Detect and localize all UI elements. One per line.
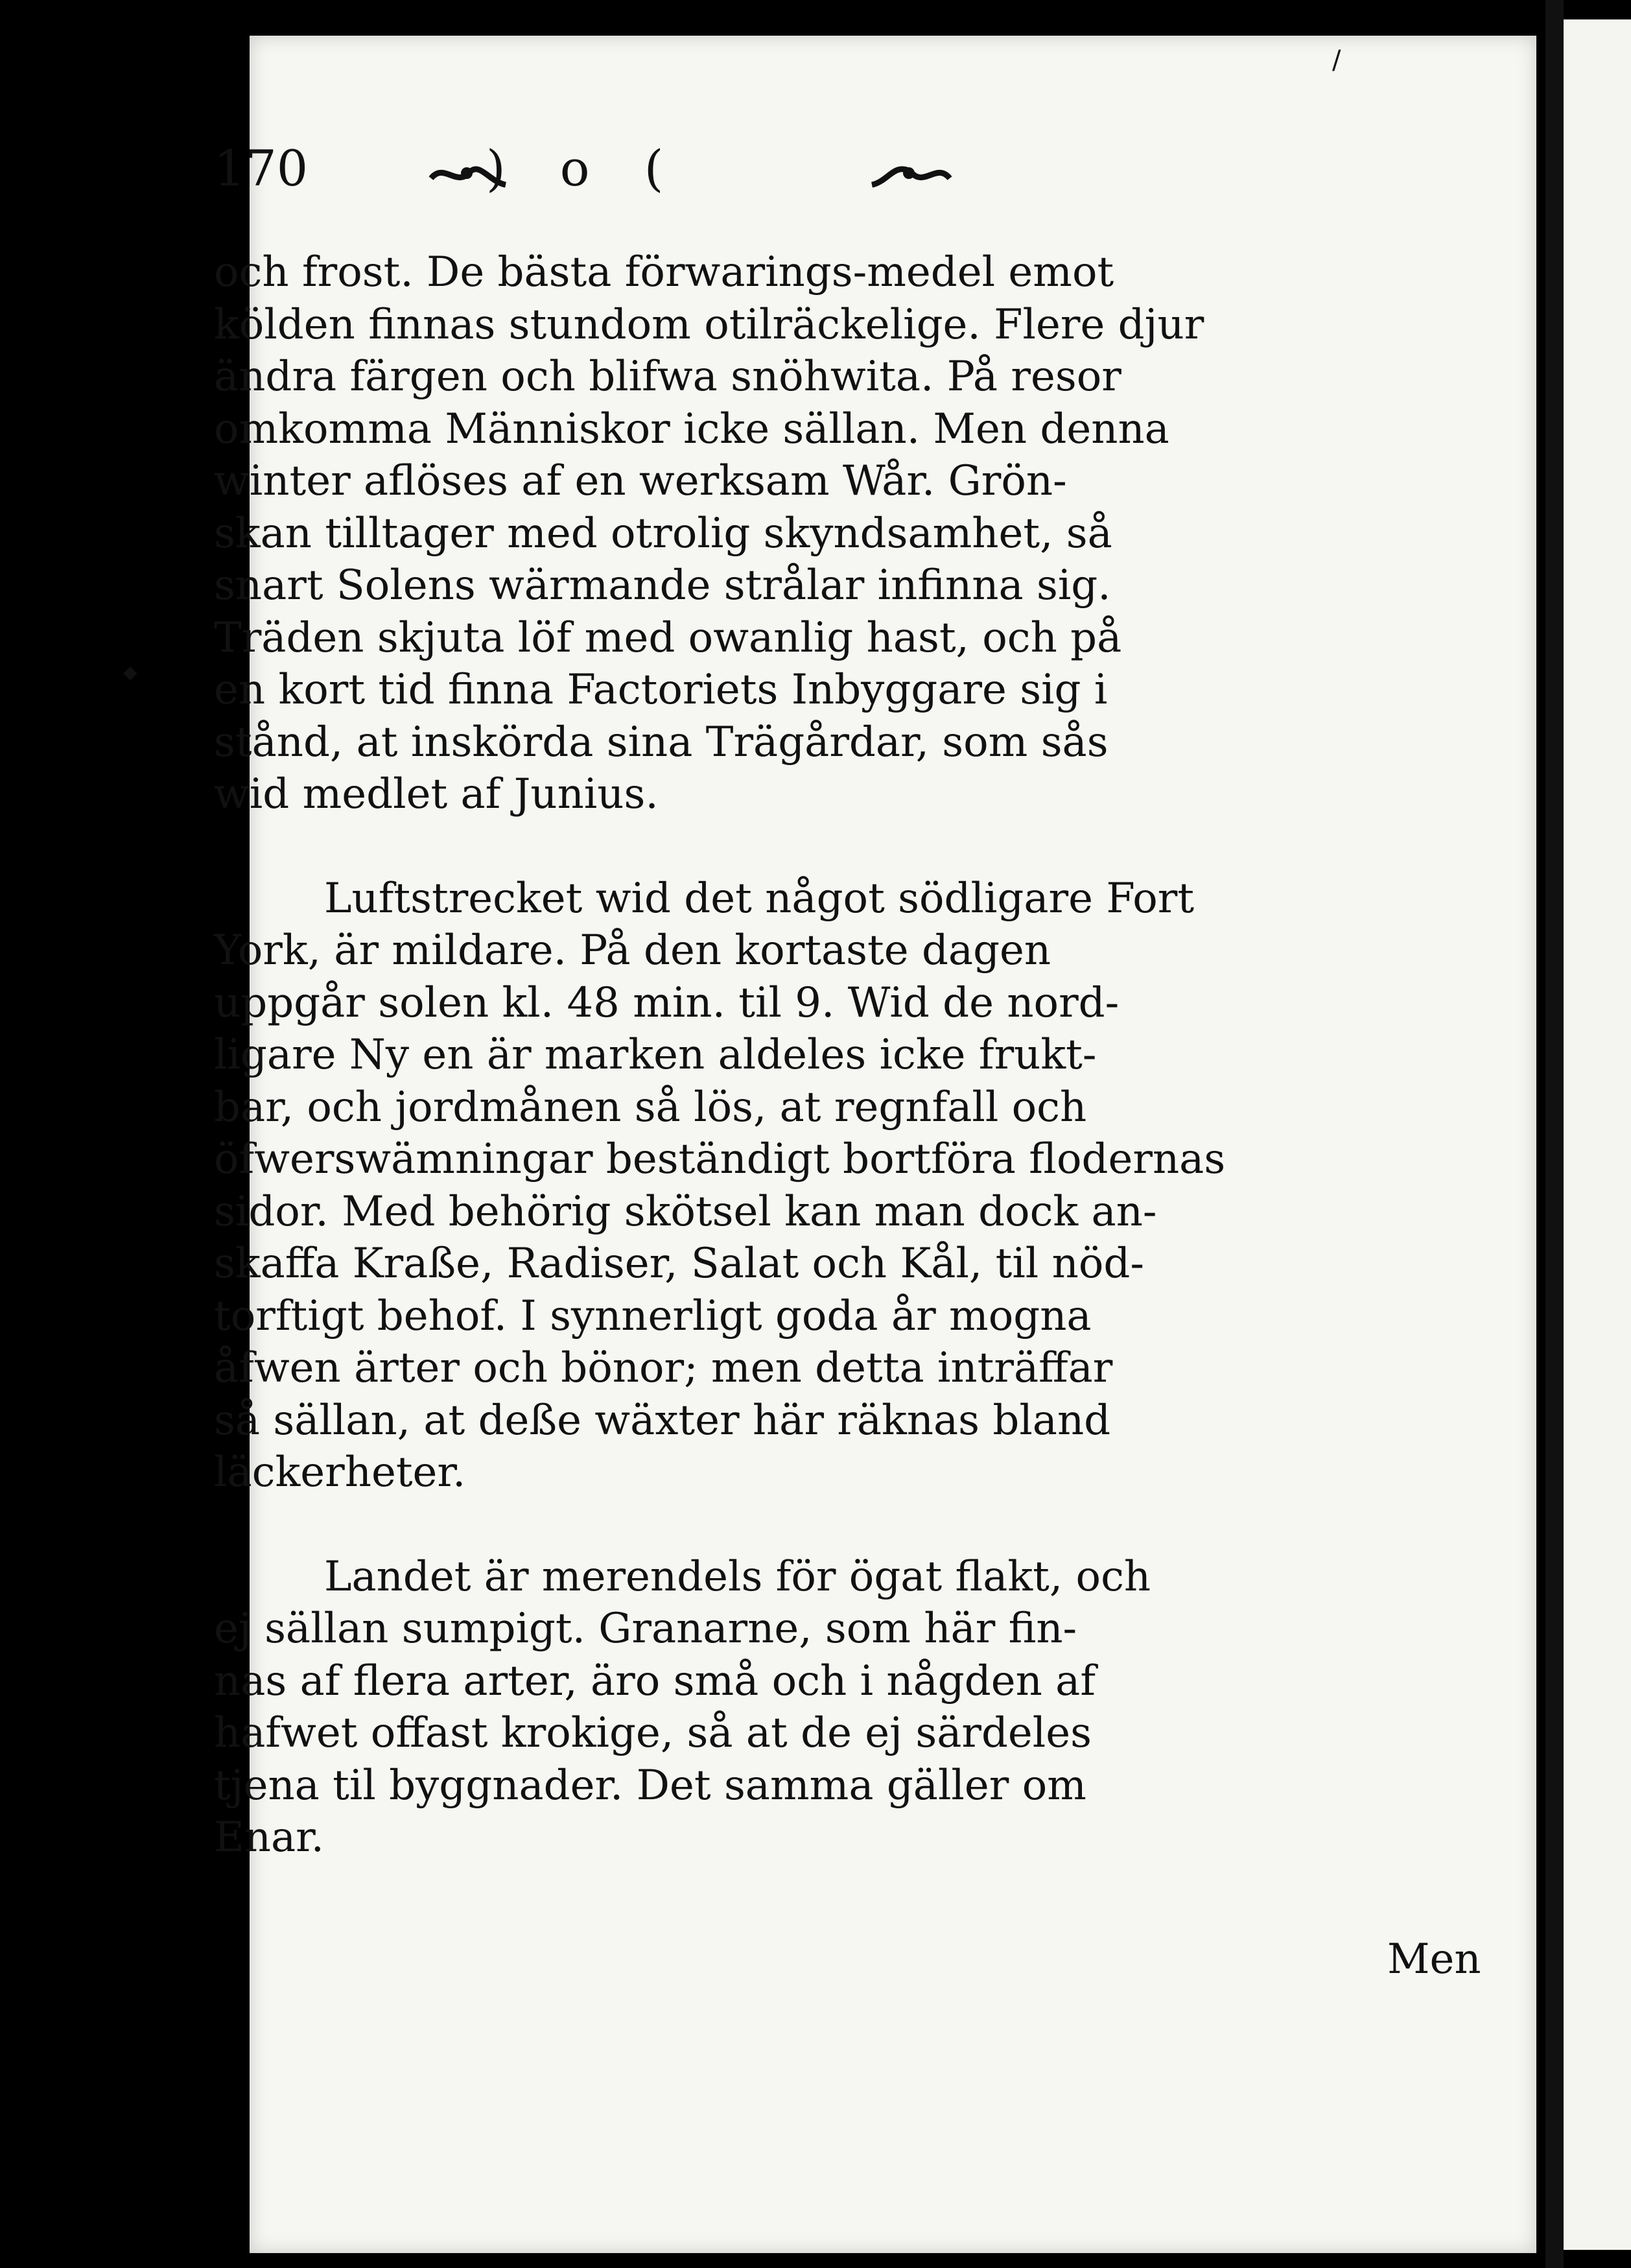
text-line: uppgår solen kl. 48 min. til 9. Wid de nord- [214, 978, 1120, 1027]
text-line: så sällan, at deße wäxter här räknas bland [214, 1396, 1111, 1445]
text-line: wid medlet af Junius. [214, 770, 659, 818]
paragraph-gap [214, 821, 1316, 873]
body-text [214, 246, 1316, 1864]
text-line: öfwerswämningar beständigt bortföra flodernas [214, 1135, 1226, 1183]
text-line: åfwen ärter och bönor; men detta inträffar [214, 1344, 1113, 1392]
page-header [214, 139, 1186, 211]
page-number: 170 [214, 139, 309, 197]
paragraph [214, 873, 1316, 1499]
text-line: omkomma Människor icke sällan. Men denna [214, 405, 1169, 453]
text-line: skan tilltager med otrolig skyndsamhet, så [214, 509, 1112, 558]
margin-speck: / [1332, 45, 1341, 75]
fleuron-right-icon [869, 152, 953, 198]
text-line: ej sällan sumpigt. Granarne, som här fin- [214, 1605, 1077, 1653]
text-line: bar, och jordmånen så lös, at regnfall och [214, 1083, 1087, 1131]
text-line: snart Solens wärmande strålar infinna sig. [214, 561, 1111, 609]
text-line: Enar. [214, 1813, 324, 1861]
text-line: Landet är merendels för ögat flakt, och [324, 1552, 1151, 1601]
facing-page-edge [1564, 19, 1631, 2250]
text-line: ligare Ny en är marken aldeles icke frukt- [214, 1031, 1097, 1079]
header-ornament: ) o ( [486, 139, 683, 197]
paragraph [214, 246, 1316, 821]
text-line: hafwet offast krokige, så at de ej särdeles [214, 1709, 1092, 1757]
text-line: torftigt behof. I synnerligt goda år mogna [214, 1292, 1092, 1340]
text-line: Luftstrecket wid det något södligare Fort [324, 874, 1195, 923]
text-line: och frost. De bästa förwarings-medel emot [214, 248, 1114, 296]
text-line: läckerheter. [214, 1448, 466, 1496]
text-line: ändra färgen och blifwa snöhwita. På resor [214, 353, 1121, 401]
page-gutter [1545, 0, 1564, 2268]
text-line: skaffa Kraße, Radiser, Salat och Kål, til nöd- [214, 1240, 1144, 1288]
text-line: en kort tid finna Factoriets Inbyggare sig i [214, 666, 1108, 714]
catchword: Men [1387, 1935, 1481, 1983]
text-line: nas af flera arter, äro små och i någden af [214, 1657, 1096, 1705]
text-line: winter aflöses af en werksam Wår. Grön- [214, 457, 1067, 505]
text-line: sidor. Med behörig skötsel kan man dock an- [214, 1187, 1157, 1236]
text-line: tjena til byggnader. Det samma gäller om [214, 1761, 1086, 1810]
text-line: kölden finnas stundom otilräckelige. Flere djur [214, 300, 1204, 349]
paragraph [214, 1551, 1316, 1864]
text-line: Träden skjuta löf med owanlig hast, och på [214, 613, 1122, 662]
paragraph-gap [214, 1499, 1316, 1551]
margin-speck: ◆ [123, 661, 137, 683]
fleuron-left-icon [428, 152, 512, 198]
text-line: York, är mildare. På den kortaste dagen [214, 927, 1051, 975]
text-line: stånd, at inskörda sina Trägårdar, som sås [214, 718, 1109, 766]
